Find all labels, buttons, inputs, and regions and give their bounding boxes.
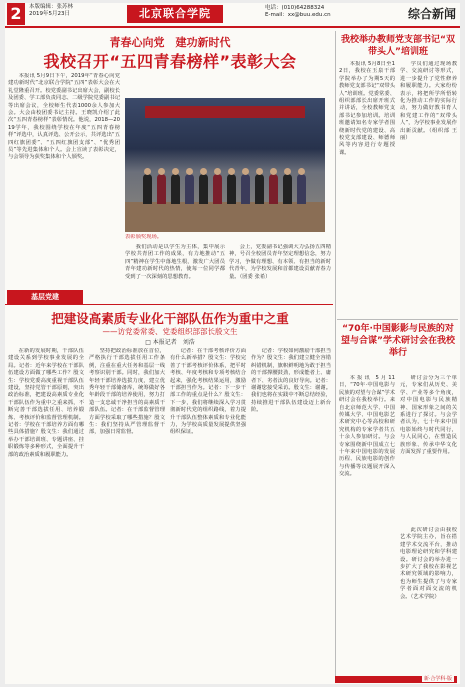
footer-label: 新·合学科·版 — [423, 676, 452, 682]
article1-kicker: 青春心向党 建功新时代 — [109, 36, 231, 49]
article2-body-3: 记者：在干部考核评价方面有什么新举措？殷文生：学校完善了干部考核评价体系，把平时考核、年度考核和专项考核结合起来，强化考核结果运用，激励干部担当作为。记者：下一步干部工作的重点是什么？殷文生：下一步，我们将继续深入学习贯彻新时代党的组织路线，着力提升干部队伍整体素质和专业化能力，为学校高质量发展提供坚强组织保证。 — [170, 348, 246, 436]
section-divider — [337, 319, 458, 320]
article2-column-1 — [8, 348, 84, 678]
stage-floor — [125, 202, 325, 232]
article3-body-2: 学员们通过现场教学、交流研讨等形式，进一步提升了党性修养和履职能力。大家纷纷表示，将把所学所悟转化为推动工作的实际行动，努力做好教书育人和党建工作的“双带头人”，为学校事业发展作出新贡献。（组织部 王丽） — [400, 61, 457, 142]
section-title: 综合新闻 — [407, 7, 456, 21]
article2-body-2: 坚持把政治标准放在首位，严格执行干部选拔任用工作条例，注重在重大任务和基层一线考察识别干部。同时，我们加大年轻干部培养选拔力度，建立优秀年轻干部储备库，统筹做好各年龄段干部的培养使用，努力打造一支忠诚干净担当的高素质干部队伍。记者：在干部监督管理方面学校采取了哪些措施？殷文生：我们坚持从严管理监督干部，加强日常监督。 — [89, 348, 165, 436]
header-rule — [5, 26, 460, 28]
article2-body-1: 在新的发展时期，干部队伍建设关系到学校事业发展的全局。记者：近年来学校在干部队伍建设方面做了哪些工作？殷文生：学校党委高度重视干部队伍建设，坚持党管干部原则，突出政治标准，把建设高素质专业化干部队伍作为重中之重来抓，不断完善干部选拔任用、培养锻炼、考核评价和监督管理机制。记者：学校在干部培养方面有哪些具体措施？殷文生：我们通过举办干部培训班、专题讲座、挂职锻炼等多种形式，全面提升干部的政治素质和履职能力。 — [8, 348, 84, 458]
article2-byline: □ 本报记者 刘浩 — [145, 339, 195, 346]
newspaper-page — [5, 3, 460, 684]
photo-caption: 表彰颁奖现场。 — [125, 234, 163, 240]
article4-column-3 — [400, 527, 457, 673]
article4-column-1 — [339, 375, 395, 673]
contact-info — [265, 5, 331, 19]
article3-body-1: 本报讯 5月8日至12日，我校在玉泉干部学院举办了为期5天的教师党支部书记“双带头人”培训班。党委常委、组织部部长出席开班式并讲话，全校教师党支部书记参加培训。培训班邀请知名专家学者围绕新时代党的建设、高校党支部建设、师德师风等内容进行专题授课。 — [339, 61, 395, 156]
award-ceremony-photo — [125, 98, 325, 232]
editor-line: 本版编辑：张苏林 — [29, 4, 74, 10]
article2-column-2 — [89, 348, 165, 678]
article3-column-1 — [339, 61, 395, 315]
article4-body-2: 研讨会分为三个单元，专家们从历史、美学、产业等多个角度，对中国电影与民族精神、国家形象之间的关系进行了探讨。与会学者认为，七十年来中国电影始终与时代同行，与人民同心，在塑造民族形象、传承中华文化方面发挥了重要作用。 — [400, 375, 457, 456]
masthead: 北京联合学院 — [127, 5, 223, 23]
article1-body-2: 我们活动是以学生为主体，集中展示学校共青团工作的成果，有力地推动“五四”精神在学生中落地生根，激发广大团员青年建功新时代的热情，使每一位同学都受到了一次深刻的思想教育。 — [125, 244, 225, 280]
section-tag-rule — [5, 304, 333, 305]
article2-headline: 把建设高素质专业化干部队伍作为重中之重 — [51, 311, 289, 326]
article3-headline: 我校举办教师党支部书记“双带头人”培训班 — [341, 35, 455, 57]
contact-phone: 电话：(010)64288324 — [265, 5, 325, 11]
article4-body-3: 此次研讨会由我校艺术学院主办，旨在搭建学术交流平台，推动电影理论研究和学科建设。研讨会的举办进一步扩大了我校在影视艺术研究领域的影响力，也为师生提供了与专家学者面对面交流的机会。（艺术学院） — [400, 527, 457, 600]
article1-headline: 我校召开“五四青春榜样”表彰大会 — [43, 52, 297, 71]
page-number: 2 — [7, 3, 25, 25]
date-line: 2019年5月23日 — [29, 11, 70, 17]
section-tag: 基层党建 — [7, 290, 83, 304]
article1-body: 本报讯 5月9日下午，2019年“青春心向党 建功新时代”北京联合学院“五四”表彰大会在大礼堂隆重召开。校党委副书记出席大会，副校长及团委、学工部负责同志、二级学院党委副书记等出席会议，全校师生代表1000余人参加大会。大会由校团委书记主持。王晓凯介绍了此次“五四青春榜样”表彰情况。他说，2018—2019学年，我校围绕学校在年度“五四青春榜样”评选中，认真评选、公开公示，共评选出“五四红旗团委”、“五四红旗团支部”、“优秀团员”等先进集体和个人。会上宣读了表彰决定，与会领导为获奖集体和个人颁奖。 — [8, 73, 120, 161]
article2-column-4 — [251, 348, 331, 678]
article1-body-3: 会上，党委副书记强调大力弘扬五四精神，号召全校团员青年坚定理想信念，努力学习，争做有理想、有本领、有担当的新时代青年，为学校发展和首都建设贡献青春力量。（团委 张希） — [229, 244, 331, 280]
article1-column-2 — [125, 244, 225, 288]
editor-info — [29, 4, 73, 18]
article1-column-1 — [8, 73, 120, 287]
article2-column-3 — [170, 348, 246, 678]
article2-subhead: ——访党委常委、党委组织部部长殷文生 — [102, 327, 238, 336]
article3-column-2 — [400, 61, 457, 315]
column-divider — [335, 31, 336, 679]
contact-email: E-mail：xx@buu.edu.cn — [265, 12, 331, 18]
article2-body-4: 记者：学校如何激励干部担当作为？殷文生：我们建立健全容错纠错机制，旗帜鲜明地为敢于担当的干部撑腰鼓劲，形成能者上、庸者下、劣者汰的良好导向。记者：谢谢您接受采访。殷文生：谢谢。我们也将在实践中不断总结经验，持续推进干部队伍建设迈上新台阶。 — [251, 348, 331, 414]
article4-body-1: 本报讯 5月11日，“70年·中国电影与民族的对望与合谋”学术研讨会在我校举行。来自北京师范大学、中国传媒大学、中国电影艺术研究中心等高校和研究机构的专家学者共五十余人参加研讨。与会专家围绕新中国成立七十年来中国电影的发展历程、民族电影的创作与传播等议题展开深入交流。 — [339, 375, 395, 478]
article4-column-2 — [400, 375, 457, 525]
article4-headline: “70年·中国影影与民族的对望与合谋”学术研讨会在我校举行 — [341, 324, 455, 358]
stage-banner — [145, 106, 305, 118]
article1-column-3 — [229, 244, 331, 288]
